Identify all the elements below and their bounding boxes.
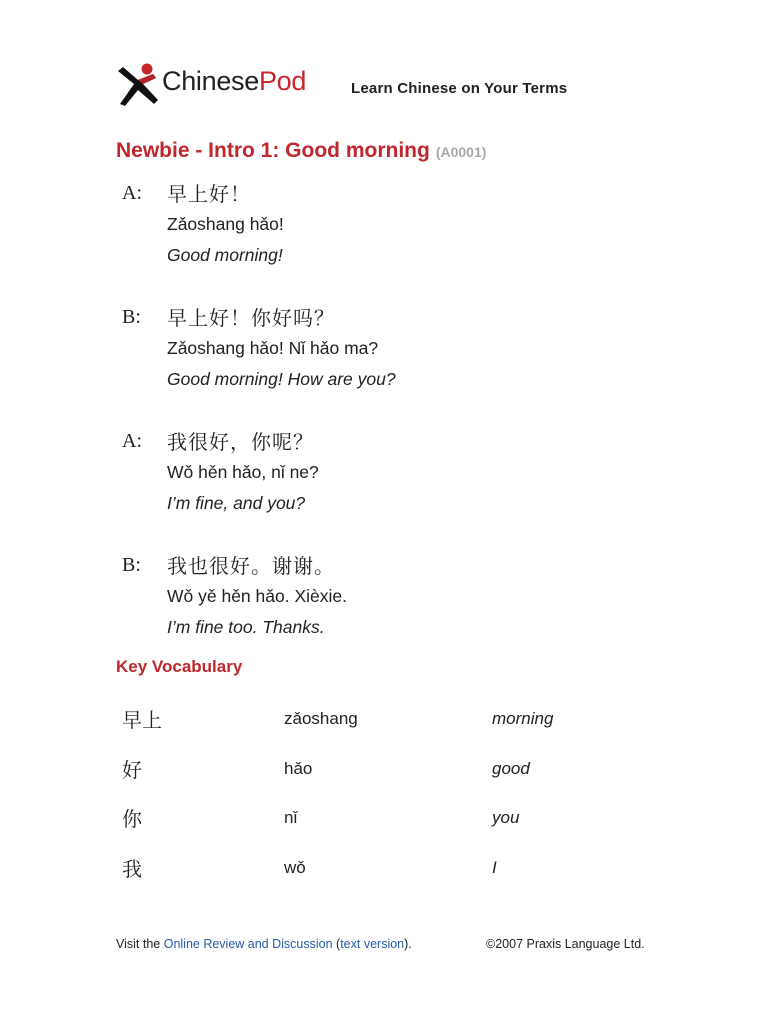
vocab-pinyin: wǒ bbox=[284, 857, 306, 877]
hanzi-line: 早上好！ bbox=[167, 182, 251, 206]
page-header bbox=[116, 60, 676, 110]
vocabulary-heading: Key Vocabulary bbox=[116, 657, 243, 676]
pinyin-line: Wǒ hěn hǎo, nǐ ne? bbox=[167, 462, 319, 482]
vocabulary-row bbox=[122, 803, 682, 853]
vocab-meaning: I bbox=[492, 857, 497, 877]
vocab-meaning: good bbox=[492, 758, 530, 778]
vocab-hanzi: 好 bbox=[122, 757, 142, 782]
logo-wordmark bbox=[162, 66, 306, 97]
english-line: Good morning! How are you? bbox=[167, 369, 396, 389]
hanzi-line: 我很好，你呢？ bbox=[167, 430, 314, 454]
speaker-label: B: bbox=[122, 306, 141, 328]
vocab-pinyin: nǐ bbox=[284, 808, 298, 827]
vocab-pinyin: hǎo bbox=[284, 758, 313, 778]
vocabulary-row bbox=[122, 704, 682, 754]
logo-wordmark-accent: Pod bbox=[258, 66, 307, 96]
pinyin-line: Zǎoshang hǎo! Nǐ hǎo ma? bbox=[167, 338, 379, 358]
copyright-notice: ©2007 Praxis Language Ltd. bbox=[486, 937, 645, 951]
logo-wordmark-main: Chinese bbox=[162, 66, 259, 96]
vocab-pinyin: zǎoshang bbox=[284, 709, 358, 728]
dialogue bbox=[122, 178, 682, 674]
tagline: Learn Chinese on Your Terms bbox=[351, 80, 568, 97]
vocabulary-table bbox=[122, 704, 682, 902]
online-review-link[interactable]: Online Review and Discussion bbox=[163, 937, 333, 951]
dialogue-turn bbox=[122, 302, 682, 426]
vocabulary-row bbox=[122, 853, 682, 903]
footer-paren-close: ). bbox=[404, 937, 412, 951]
lesson-code: (A0001) bbox=[435, 144, 487, 160]
dialogue-turn bbox=[122, 550, 682, 674]
lesson-title bbox=[116, 139, 486, 163]
vocab-hanzi: 早上 bbox=[122, 708, 162, 732]
chinesepod-logo-icon bbox=[116, 62, 160, 108]
vocab-meaning: morning bbox=[492, 709, 554, 728]
vocab-hanzi: 我 bbox=[122, 856, 142, 881]
english-line: I’m fine, and you? bbox=[167, 493, 306, 513]
vocab-hanzi: 你 bbox=[122, 807, 142, 831]
vocab-meaning: you bbox=[492, 808, 520, 827]
speaker-label: A: bbox=[122, 182, 142, 204]
hanzi-line: 我也很好。谢谢。 bbox=[167, 554, 335, 578]
english-line: I’m fine too. Thanks. bbox=[167, 617, 325, 637]
pinyin-line: Zǎoshang hǎo! bbox=[167, 214, 284, 234]
vocabulary-row bbox=[122, 754, 682, 804]
speaker-label: B: bbox=[122, 554, 141, 576]
hanzi-line: 早上好！你好吗？ bbox=[167, 306, 335, 330]
speaker-label: A: bbox=[122, 430, 142, 452]
lesson-title-text: Newbie - Intro 1: Good morning bbox=[116, 139, 430, 162]
pinyin-line: Wǒ yě hěn hǎo. Xièxie. bbox=[167, 586, 347, 606]
english-line: Good morning! bbox=[167, 245, 283, 265]
text-version-link[interactable]: text version bbox=[340, 937, 405, 951]
footer-paren-open: ( bbox=[332, 937, 341, 951]
footer-prefix: Visit the bbox=[116, 937, 164, 951]
dialogue-turn bbox=[122, 426, 682, 550]
dialogue-turn bbox=[122, 178, 682, 302]
